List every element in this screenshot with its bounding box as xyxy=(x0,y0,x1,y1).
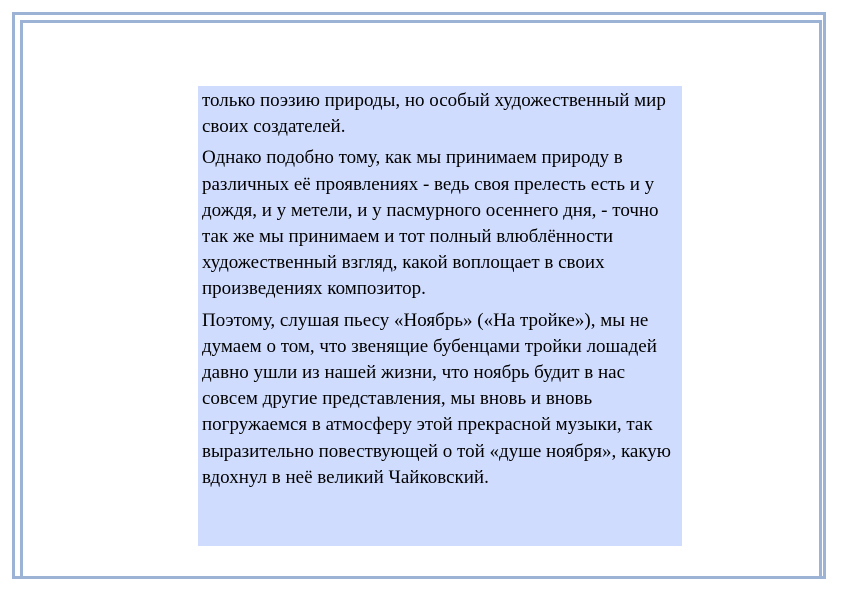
paragraph-1: только поэзию природы, но особый художественный мир своих создателей. xyxy=(202,90,666,138)
text-block xyxy=(198,86,682,546)
paragraph-2: Однако подобно тому, как мы принимаем природу в различных её проявлениях - ведь своя прелесть есть и у дождя, и у метели, и у пасмурного осеннего дня, - точно так же мы принимаем и тот полный влюблённости художественный взгляд, какой воплощает в своих произведениях композитор. xyxy=(202,147,659,300)
paragraph-3: Поэтому, слушая пьесу «Ноябрь» («На тройке»), мы не думаем о том, что звенящие бубенцами тройки лошадей давно ушли из нашей жизни, что ноябрь будит в нас совсем другие представления, мы вновь и вновь погружаемся в атмосферу этой прекрасной музыки, так выразительно повествующей о той «душе ноября», какую вдохнул в неё великий Чайковский. xyxy=(202,309,671,488)
